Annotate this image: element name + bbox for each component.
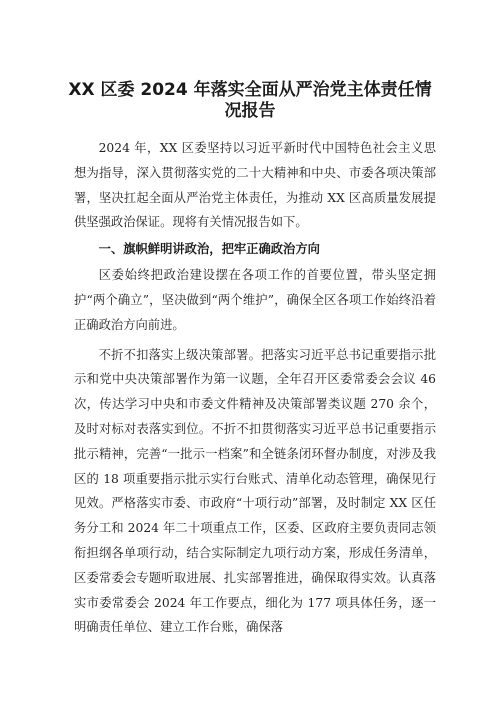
document-title: XX 区委 2024 年落实全面从严治党主体责任情况报告 xyxy=(68,80,432,121)
section-1-heading: 一、旗帜鲜明讲政治，把牢正确政治方向 xyxy=(98,242,320,257)
document-body xyxy=(74,136,436,641)
intro-paragraph: 2024 年，XX 区委坚持以习近平新时代中国特色社会主义思想为指导，深入贯彻落实党的二十大精神和中央、市委各项决策部署，坚决扛起全面从严治党主体责任，为推动 XX 区高质量发展提供坚强政治保证。现将有关情况报告如下。 xyxy=(74,141,436,230)
section-1-paragraph-1: 区委始终把政治建设摆在各项工作的首要位置，带头坚定拥护“两个确立”，坚决做到“两个维护”，确保全区各项工作始终沿着正确政治方向前进。 xyxy=(74,268,436,332)
section-1-paragraph-2: 不折不扣落实上级决策部署。把落实习近平总书记重要指示批示和党中央决策部署作为第一议题，全年召开区委常委会会议 46 次，传达学习中央和市委文件精神及决策部署类议题 270 余个，及时对标对表落实到位。不折不扣贯彻落实习近平总书记重要指示批示精神，完善“一批示一档案”和全链条闭环督办制度，对涉及我区的 18 项重要指示批示实行台账式、清单化动态管理，确保见行见效。严格落实市委、市政府“十项行动”部署，及时制定 XX 区任务分工和 2024 年二十项重点工作，区委、区政府主要负责同志领衔担纲各单项行动，结合实际制定九项行动方案，形成任务清单，区委常委会专题听取进展、扎实部署推进，确保取得实效。认真落实市委常委会 2024 年工作要点，细化为 177 项具体任务，逐一明确责任单位、建立工作台账，确保落 xyxy=(74,347,436,635)
